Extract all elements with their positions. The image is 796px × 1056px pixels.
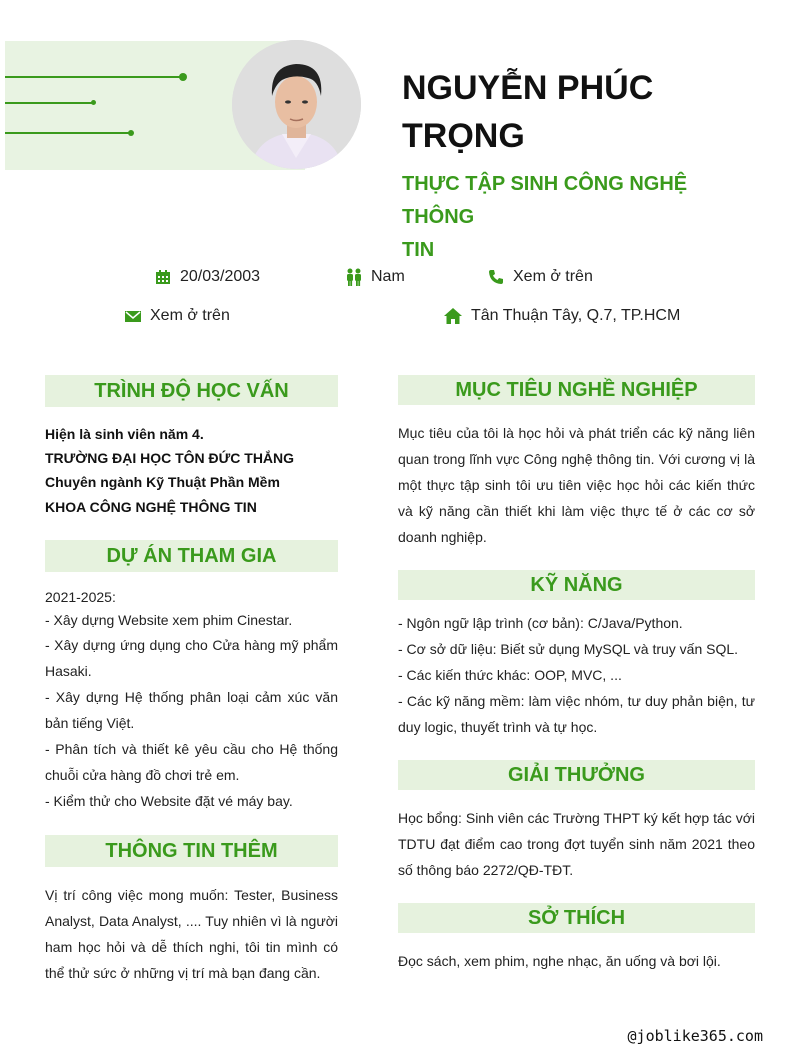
education-heading: TRÌNH ĐỘ HỌC VẤN bbox=[45, 375, 338, 407]
email-info bbox=[125, 307, 230, 325]
job-title bbox=[402, 168, 762, 267]
home-icon bbox=[444, 308, 462, 324]
address-info bbox=[444, 307, 680, 325]
projects-list bbox=[45, 586, 338, 814]
education-line: Hiện là sinh viên năm 4. bbox=[45, 426, 204, 442]
projects-heading: DỰ ÁN THAM GIA bbox=[45, 540, 338, 572]
phone-icon bbox=[488, 269, 504, 285]
objective-text: Mục tiêu của tôi là học hỏi và phát triển các kỹ năng liên quan trong lĩnh vực Công nghệ thông tin. Với cương vị là một thực tập sinh tôi ưu tiên việc học hỏi các kiến thức và kỹ năng cần thiết khi làm việc thực tế ở các cơ sở doanh nghiệp. bbox=[398, 425, 755, 545]
hobbies-heading: SỞ THÍCH bbox=[398, 903, 755, 933]
gender-value: Nam bbox=[371, 268, 405, 285]
skills-list bbox=[398, 610, 755, 740]
candidate-name bbox=[402, 64, 762, 160]
project-item: - Xây dựng ứng dụng cho Cửa hàng mỹ phẩm Hasaki. bbox=[45, 637, 338, 679]
birthdate-value: 20/03/2003 bbox=[180, 268, 261, 285]
decor-dot-3 bbox=[128, 130, 134, 136]
phone-value: Xem ở trên bbox=[513, 268, 593, 285]
gender-info bbox=[346, 268, 405, 286]
phone-info bbox=[488, 268, 593, 286]
education-line: KHOA CÔNG NGHỆ THÔNG TIN bbox=[45, 499, 257, 515]
more-info-text: Vị trí công việc mong muốn: Tester, Business Analyst, Data Analyst, .... Tuy nhiên vì là người ham học hỏi và dễ thích nghi, tôi tin mình có thể thử sức ở những vị trí mà bạn đang cần. bbox=[45, 887, 338, 981]
address-value: Tân Thuận Tây, Q.7, TP.HCM bbox=[471, 307, 681, 324]
skill-item: - Cơ sở dữ liệu: Biết sử dụng MySQL và truy vấn SQL. bbox=[398, 641, 739, 657]
objective-heading: MỤC TIÊU NGHỀ NGHIỆP bbox=[398, 375, 755, 405]
email-value: Xem ở trên bbox=[150, 307, 230, 324]
decor-dot-1 bbox=[179, 73, 187, 81]
decor-line-2 bbox=[5, 102, 94, 104]
education-line: TRƯỜNG ĐẠI HỌC TÔN ĐỨC THẮNG bbox=[45, 450, 295, 466]
skill-item: - Các kiến thức khác: OOP, MVC, ... bbox=[398, 667, 622, 683]
education-details bbox=[45, 422, 345, 520]
role-line-1: THỰC TẬP SINH CÔNG NGHỆ THÔNG bbox=[402, 173, 688, 228]
profile-photo bbox=[232, 40, 361, 169]
project-item: - Kiểm thử cho Website đặt vé máy bay. bbox=[45, 793, 293, 809]
skill-item: - Ngôn ngữ lập trình (cơ bản): C/Java/Python. bbox=[398, 615, 683, 631]
skill-item: - Các kỹ năng mềm: làm việc nhóm, tư duy phản biện, tư duy logic, thuyết trình và tự học. bbox=[398, 693, 755, 735]
name-line-2: TRỌNG bbox=[402, 117, 525, 155]
people-icon bbox=[346, 268, 362, 286]
project-item: - Xây dựng Website xem phim Cinestar. bbox=[45, 612, 293, 628]
awards-heading: GIẢI THƯỞNG bbox=[398, 760, 755, 790]
skills-heading: KỸ NĂNG bbox=[398, 570, 755, 600]
projects-period: 2021-2025: bbox=[45, 589, 116, 605]
decor-line-3 bbox=[5, 132, 131, 134]
decor-dot-2 bbox=[91, 100, 96, 105]
decor-line-1 bbox=[5, 76, 183, 78]
birthdate-info bbox=[155, 268, 260, 286]
project-item: - Xây dựng Hệ thống phân loại cảm xúc văn bản tiếng Việt. bbox=[45, 689, 338, 731]
awards-text: Học bổng: Sinh viên các Trường THPT ký kết hợp tác với TDTU đạt điểm cao trong đợt tuyển sinh năm 2021 theo số thông báo 2272/QĐ-TĐT. bbox=[398, 810, 755, 878]
name-line-1: NGUYỄN PHÚC bbox=[402, 69, 654, 107]
footer-credit: @joblike365.com bbox=[627, 1027, 763, 1045]
more-info-heading: THÔNG TIN THÊM bbox=[45, 835, 338, 867]
project-item: - Phân tích và thiết kê yêu cầu cho Hệ thống chuỗi cửa hàng đồ chơi trẻ em. bbox=[45, 741, 338, 783]
envelope-icon bbox=[125, 310, 141, 323]
calendar-icon bbox=[155, 269, 171, 285]
education-line: Chuyên ngành Kỹ Thuật Phần Mềm bbox=[45, 474, 280, 490]
role-line-2: TIN bbox=[402, 239, 435, 261]
hobbies-text: Đọc sách, xem phim, nghe nhạc, ăn uống và bơi lội. bbox=[398, 953, 721, 969]
